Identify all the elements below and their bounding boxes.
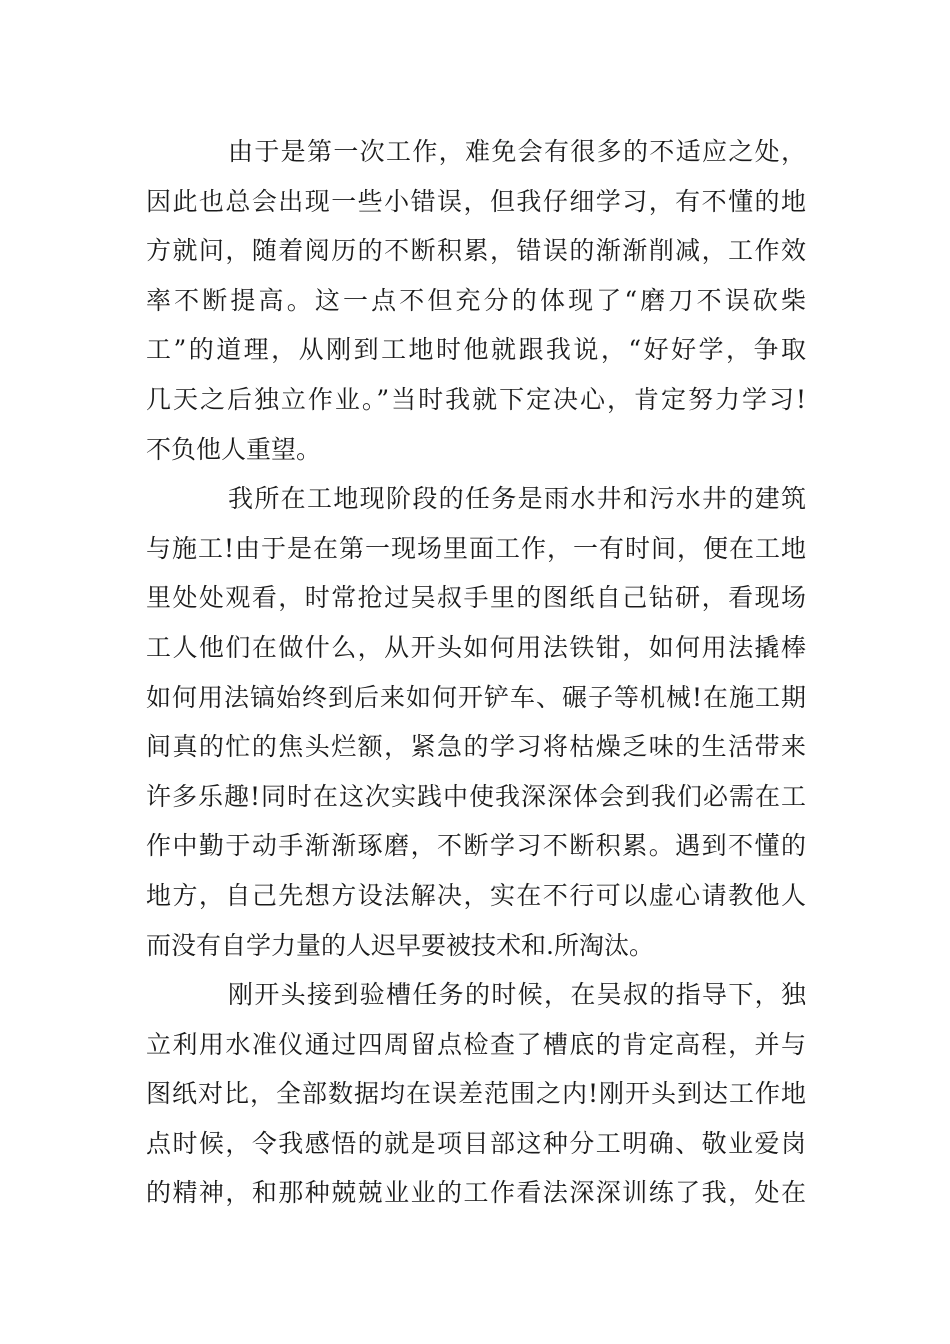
paragraph-line: 而没有自学力量的人迟早要被技术和.所淘汰。 — [146, 930, 654, 960]
paragraph-line: 与施工!由于是在第一现场里面工作，一有时间，便在工地 — [146, 533, 806, 563]
paragraph-line: 的精神，和那种兢兢业业的工作看法深深训练了我，处在 — [146, 1178, 806, 1208]
paragraph-1 — [146, 127, 806, 474]
paragraph-line: 刚开头接到验槽任务的时候，在吴叔的指导下，独 — [228, 980, 806, 1010]
paragraph-line: 作中勤于动手渐渐琢磨，不断学习不断积累。遇到不懂的 — [146, 831, 806, 861]
paragraph-line: 点时候，令我感悟的就是项目部这种分工明确、敬业爱岗 — [146, 1128, 806, 1158]
paragraph-line: 工人他们在做什么，从开头如何用法铁钳，如何用法撬棒 — [146, 632, 806, 662]
paragraph-line: 由于是第一次工作，难免会有很多的不适应之处， — [228, 137, 806, 166]
paragraph-3 — [146, 970, 806, 1218]
paragraph-line: 不负他人重望。 — [146, 434, 322, 464]
paragraph-line: 我所在工地现阶段的任务是雨水井和污水井的建筑 — [228, 484, 806, 514]
paragraph-line: 工”的道理，从刚到工地时他就跟我说，“好好学，争取 — [146, 335, 806, 365]
document-body — [146, 127, 806, 1218]
paragraph-line: 图纸对比，全部数据均在误差范围之内!刚开头到达工作地 — [146, 1079, 806, 1109]
paragraph-line: 因此也总会出现一些小错误，但我仔细学习，有不懂的地 — [146, 186, 806, 216]
paragraph-2 — [146, 474, 806, 970]
paragraph-line: 方就问，随着阅历的不断积累，错误的渐渐削减，工作效 — [146, 236, 806, 266]
paragraph-line: 如何用法镐始终到后来如何开铲车、碾子等机械!在施工期 — [146, 682, 806, 712]
paragraph-line: 里处处观看，时常抢过吴叔手里的图纸自己钻研，看现场 — [146, 583, 806, 613]
paragraph-line: 许多乐趣!同时在这次实践中使我深深体会到我们必需在工 — [146, 781, 806, 811]
paragraph-line: 率不断提高。这一点不但充分的体现了“磨刀不误砍柴 — [146, 285, 806, 315]
paragraph-line: 地方，自己先想方设法解决，实在不行可以虚心请教他人 — [146, 880, 806, 910]
paragraph-line: 间真的忙的焦头烂额，紧急的学习将枯燥乏味的生活带来 — [146, 732, 806, 762]
paragraph-line: 几天之后独立作业。”当时我就下定决心，肯定努力学习! — [146, 384, 806, 414]
paragraph-line: 立利用水准仪通过四周留点检查了槽底的肯定高程，并与 — [146, 1029, 806, 1059]
